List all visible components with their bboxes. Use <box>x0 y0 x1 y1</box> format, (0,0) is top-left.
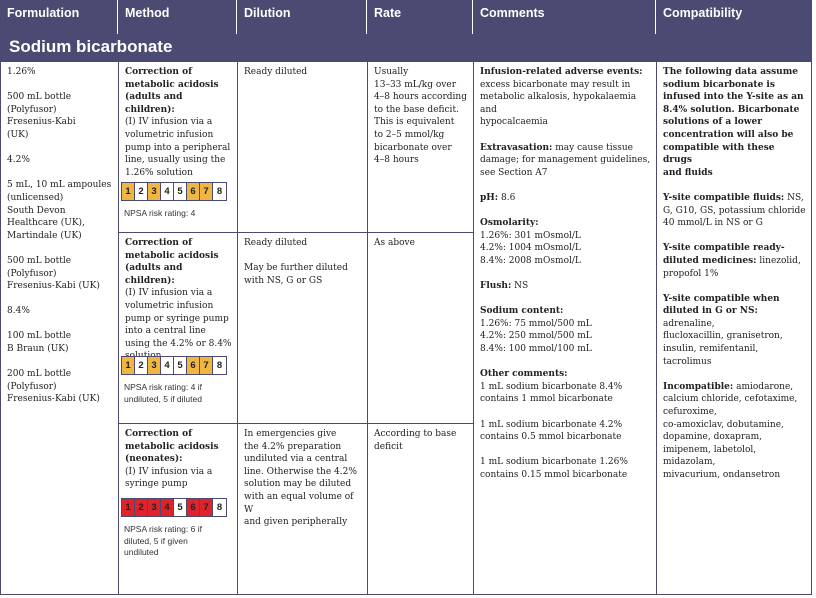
risk-scale <box>121 356 227 375</box>
header-dilution: Dilution <box>237 0 367 34</box>
dilution-cell <box>238 233 367 423</box>
risk-box: 3 <box>148 499 161 516</box>
risk-box: 5 <box>174 183 187 200</box>
formulation-line: 200 mL bottle (Polyfusor) Fresenius-Kabi (UK) <box>7 369 100 405</box>
dilution-text: In emergencies give the 4.2% preparation undiluted via a central line. Otherwise the 4.2% solution may be diluted with an equal volume of W and given peripherally <box>244 429 357 528</box>
formulation-line: 4.2% <box>7 155 30 166</box>
risk-box: 6 <box>187 183 200 200</box>
risk-scale <box>121 498 227 517</box>
risk-box: 8 <box>213 499 226 516</box>
method-text: (I) IV infusion via a syringe pump <box>125 466 213 490</box>
dilution-cell <box>238 62 367 232</box>
formulation-line: 500 mL bottle (Polyfusor) Fresenius-Kabi (UK) <box>7 92 76 140</box>
section-title: Sodium bicarbonate <box>0 34 812 62</box>
header-compatibility: Compatibility <box>656 0 812 34</box>
risk-box: 3 <box>148 357 161 374</box>
risk-box: 7 <box>200 183 213 200</box>
risk-box: 1 <box>122 357 135 374</box>
dilution-text: Ready diluted <box>244 67 308 77</box>
risk-rating-label: NPSA risk rating: 6 if diluted, 5 if given undiluted <box>124 524 202 557</box>
rate-cell <box>368 424 473 592</box>
comments-cell <box>474 62 656 592</box>
compatibility-intro: The following data assume sodium bicarbonate is infused into the Y-site as an 8.4% solution. Bicarbonate solutions of a lower concentration will also be compatible with these drugs and fluids <box>663 67 804 178</box>
risk-box: 1 <box>122 499 135 516</box>
grid-line <box>811 62 812 595</box>
method-cell <box>119 424 237 496</box>
risk-box: 4 <box>161 357 174 374</box>
rate-cell <box>368 233 473 423</box>
header-comments: Comments <box>473 0 656 34</box>
compatibility-cell <box>657 62 811 592</box>
compatibility-block: Y-site compatible ready- diluted medicines: linezolid, propofol 1% <box>663 243 801 279</box>
grid-line <box>0 594 812 595</box>
header-method: Method <box>118 0 237 34</box>
risk-box: 4 <box>161 183 174 200</box>
risk-box: 4 <box>161 499 174 516</box>
method-title: Correction of metabolic acidosis (neonates): <box>125 429 219 465</box>
method-text: (I) IV infusion via a volumetric infusion pump into a peripheral line, usually using the 1.26% solution <box>125 117 231 178</box>
formulation-line: 100 mL bottle B Braun (UK) <box>7 331 72 355</box>
formulation-line: 500 mL bottle (Polyfusor) Fresenius-Kabi (UK) <box>7 255 100 292</box>
comment-block: Other comments: 1 mL sodium bicarbonate 8.4% contains 1 mmol bicarbonate 1 mL sodium bicarbonate 4.2% contains 0.5 mmol bicarbonate 1 mL sodium bicarbonate 1.26% contains 0.15 mmol bicarbonate <box>480 369 628 480</box>
dilution-cell <box>238 424 367 592</box>
risk-rating-label: NPSA risk rating: 4 <box>124 208 196 218</box>
method-title: Correction of metabolic acidosis (adults and children): <box>125 238 219 286</box>
risk-box: 3 <box>148 183 161 200</box>
method-cell <box>119 62 237 182</box>
comment-block: Infusion-related adverse events: excess bicarbonate may result in metabolic alkalosis, hypokalaemia and hypocalcaemia <box>480 67 643 128</box>
risk-box: 2 <box>135 183 148 200</box>
risk-box: 2 <box>135 357 148 374</box>
header-rate: Rate <box>367 0 473 34</box>
risk-box: 7 <box>200 499 213 516</box>
risk-box: 1 <box>122 183 135 200</box>
comment-block: Extravasation: may cause tissue damage; for management guidelines, see Section A7 <box>480 142 651 178</box>
risk-box: 8 <box>213 183 226 200</box>
risk-box: 8 <box>213 357 226 374</box>
comment-block: Sodium content: 1.26%: 75 mmol/500 mL 4.2%: 250 mmol/500 mL 8.4%: 100 mmol/100 mL <box>480 306 592 355</box>
risk-box: 2 <box>135 499 148 516</box>
dilution-text: Ready diluted May be further diluted with NS, G or GS <box>244 238 348 286</box>
comment-block: Osmolarity: 1.26%: 301 mOsmol/L 4.2%: 1004 mOsmol/L 8.4%: 2008 mOsmol/L <box>480 218 581 266</box>
compatibility-block: Y-site compatible fluids: NS, G, G10, GS, potassium chloride 40 mmol/L in NS or G <box>663 192 806 229</box>
rate-text: As above <box>374 238 415 248</box>
header-formulation: Formulation <box>0 0 118 34</box>
formulation-line: 5 mL, 10 mL ampoules (unlicensed) South Devon Healthcare (UK), Martindale (UK) <box>7 180 112 241</box>
risk-box: 6 <box>187 357 200 374</box>
rate-cell <box>368 62 473 232</box>
rate-text: According to base deficit <box>374 429 457 452</box>
risk-box: 6 <box>187 499 200 516</box>
method-title: Correction of metabolic acidosis (adults and children): <box>125 67 219 115</box>
risk-box: 5 <box>174 357 187 374</box>
method-text: (I) IV infusion via a volumetric infusion pump or syringe pump into a central line using the 4.2% or 8.4% <box>125 288 232 349</box>
compatibility-block: Y-site compatible when diluted in G or NS: adrenaline, flucloxacillin, granisetron, insulin, remifentanil, tacrolimus <box>663 293 783 367</box>
formulation-line: 1.26% <box>7 67 36 77</box>
compatibility-block: Incompatible: amiodarone, calcium chloride, cefotaxime, cefuroxime, co-amoxiclav, dobutamine, dopamine, doxapram, imipenem, labetolol, midazolam, mivacurium, ondansetron <box>663 381 798 480</box>
comment-block: pH: 8.6 <box>480 192 516 203</box>
rate-text: Usually 13–33 mL/kg over 4–8 hours according to the base deficit. This is equivalent to 2–5 mmol/kg bicarbonate over 4–8 hours <box>374 67 467 166</box>
comment-block: Flush: NS <box>480 281 529 292</box>
method-cell <box>119 233 237 355</box>
formulation-cell <box>1 62 118 592</box>
risk-scale <box>121 182 227 201</box>
risk-rating-label: NPSA risk rating: 4 if undiluted, 5 if diluted <box>124 382 202 404</box>
risk-box: 7 <box>200 357 213 374</box>
risk-box: 5 <box>174 499 187 516</box>
formulation-line: 8.4% <box>7 306 30 317</box>
